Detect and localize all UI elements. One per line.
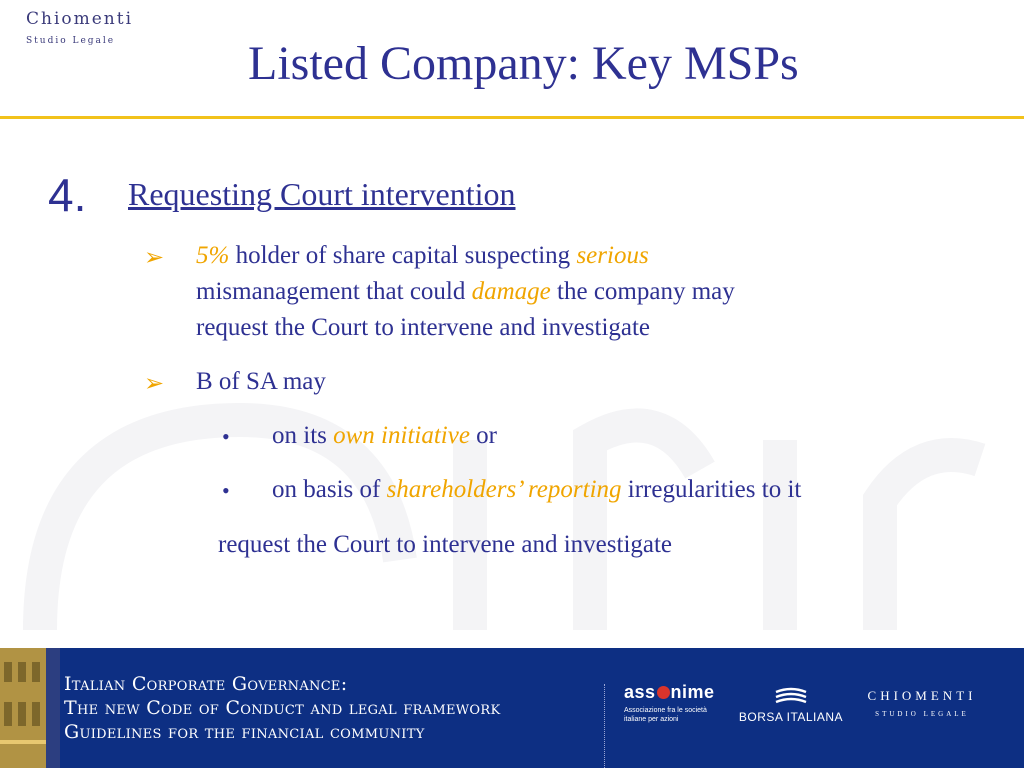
bullet-item-bofsa: B of SA may [196, 368, 326, 395]
footer-title-block [64, 672, 501, 744]
building-photo-icon [0, 648, 60, 768]
section-number: 4. [48, 169, 87, 221]
borsa-waves-icon [774, 686, 808, 706]
assonime-o-icon [657, 686, 670, 699]
arrow-bullet-icon: ➢ [144, 371, 165, 397]
sub-item-shareholders [272, 472, 801, 508]
arrow-bullet-icon: ➢ [144, 245, 165, 271]
assonime-logo [624, 682, 715, 724]
bullet1-text-a: holder of share capital suspecting [229, 242, 577, 269]
own-initiative-highlight: own initiative [333, 422, 470, 449]
borsa-name: BORSA ITALIANA [738, 710, 844, 724]
closing-line: request the Court to intervene and investigate [218, 531, 673, 558]
damage-highlight: damage [471, 278, 551, 305]
percent-highlight: 5% [196, 242, 230, 269]
shareholders-highlight: shareholders’ reporting [386, 476, 622, 503]
sub2-text-a: on basis of [272, 476, 387, 503]
chiomenti-sub: STUDIO LEGALE [875, 710, 969, 718]
chiomenti-footer-logo [862, 688, 982, 718]
sub1-text-a: on its [272, 422, 334, 449]
bullet1-text-b: mismanagement that could [196, 278, 472, 305]
chiomenti-name: CHIOMENTI [867, 688, 977, 703]
slide-title: Listed Company: Key MSPs [248, 37, 799, 90]
logo-main-text: Chiomenti [26, 9, 134, 29]
bullet-item-5-percent [196, 238, 996, 346]
serious-highlight: serious [576, 242, 649, 269]
sub2-text-b: irregularities to it [621, 476, 802, 503]
footer-banner [0, 648, 1024, 768]
section-heading: Requesting Court intervention [128, 176, 516, 212]
dot-bullet-icon: • [222, 478, 230, 503]
footer-line-1: Italian Corporate Governance: [64, 673, 348, 695]
assonime-tagline-2: italiane per azioni [624, 716, 679, 723]
footer-divider [604, 684, 605, 768]
assonime-name-post: nime [670, 682, 715, 702]
assonime-tagline-1: Associazione fra le società [624, 707, 707, 714]
sub-item-own-initiative [272, 418, 497, 454]
footer-line-2: The new Code of Conduct and legal framework [64, 697, 501, 719]
logo-sub-text: Studio Legale [26, 36, 116, 46]
footer-line-3: Guidelines for the financial community [64, 721, 425, 743]
borsa-italiana-logo [736, 686, 846, 724]
bullet1-text-d: request the Court to intervene and investigate [196, 314, 651, 341]
assonime-name [624, 682, 715, 703]
bullet1-text-c: the company may [550, 278, 735, 305]
sub1-text-b: or [469, 422, 497, 449]
assonime-name-pre: ass [624, 682, 656, 702]
dot-bullet-icon: • [222, 424, 230, 449]
